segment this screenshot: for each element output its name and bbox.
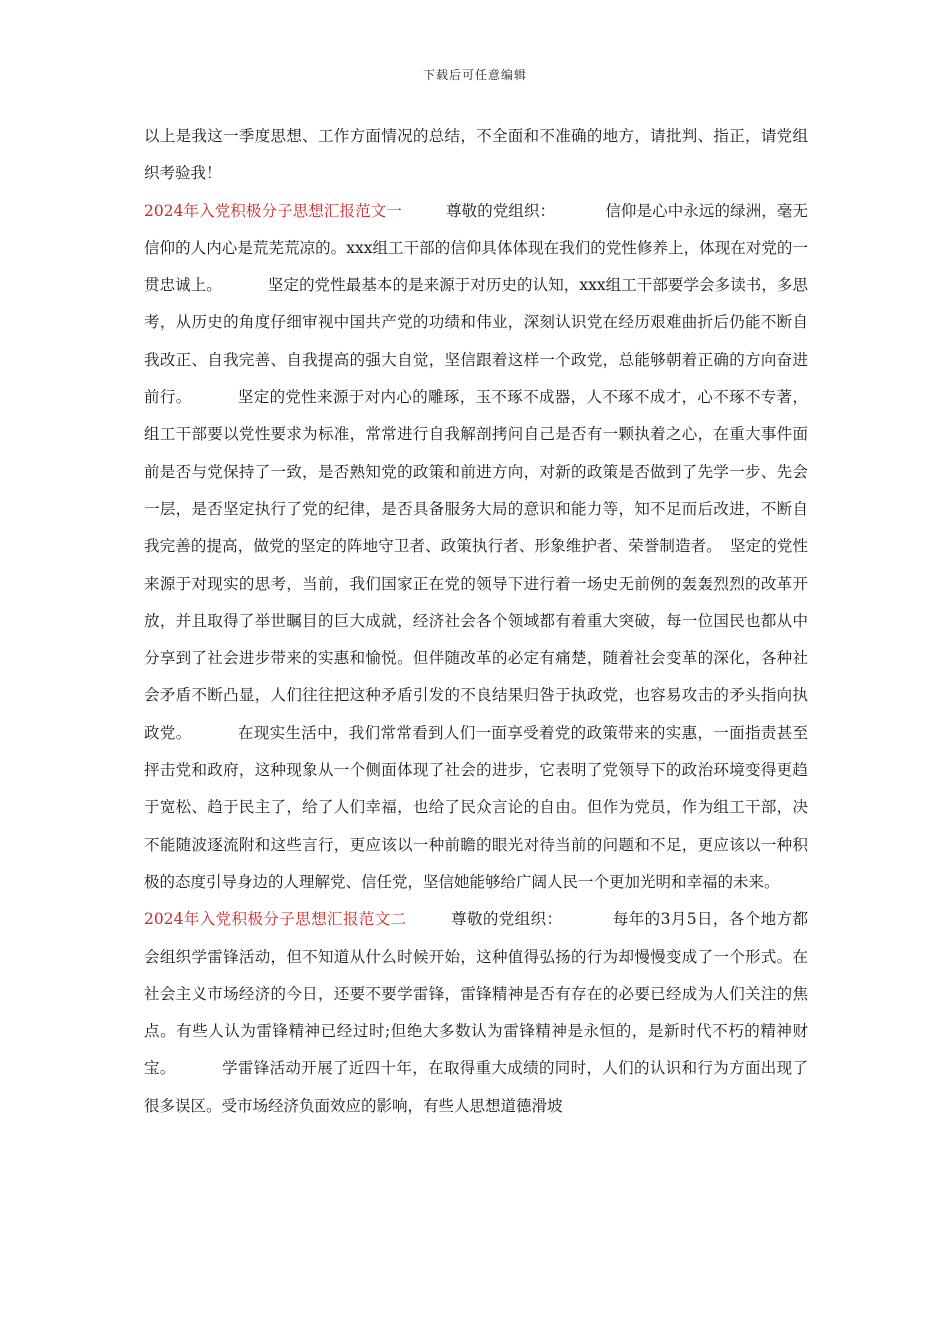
article2-text-1: 每年的3月5日，各个地方都会组织学雷锋活动，但不知道从什么时候开始，这种值得弘扬的行为却慢慢变成了一个形式。在社会主义市场经济的今日，还要不要学雷锋，雷锋精神是否有存在的必要已经成为人们关注的焦点。有些人认为雷锋精神已经过时;但绝大多数认为雷锋精神是永恒的，是新时代不朽的精神财宝。 <box>144 910 808 1078</box>
article2-salutation: 尊敬的党组织： <box>450 910 563 929</box>
article1-text-4: 坚定的党性来源于对现实的思考，当前，我们国家正在党的领导下进行着一场史无前例的轰轰烈烈的改革开放，并且取得了举世瞩目的巨大成就，经济社会各个领域都有着重大突破，每一位国民也都从中分享到了社会进步带来的实惠和愉悦。但伴随改革的必定有痛楚，随着社会变革的深化，各种社会矛盾不断凸显，人们往往把这种矛盾引发的不良结果归咎于执政党，也容易攻击的矛头指向执政党。 <box>144 537 808 742</box>
article1-title: 2024年入党积极分子思想汇报范文一 <box>144 201 402 220</box>
article1-text-1: 信仰是心中永远的绿洲，毫无信仰的人内心是荒芜荒凉的。xxx组工干部的信仰具体体现在我们的党性修养上，体现在对党的一贯忠诚上。 <box>144 201 808 295</box>
article1-salutation: 尊敬的党组织： <box>445 201 556 220</box>
article1-paragraph <box>144 193 808 902</box>
article1-text-3: 坚定的党性来源于对内心的雕琢，玉不琢不成器，人不琢不成才，心不琢不专著，组工干部要以党性要求为标准，常常进行自我解剖拷问自己是否有一颗执着之心，在重大事件面前是否与党保持了一致，是否熟知党的政策和前进方向，对新的政策是否做到了先学一步、先会一层，是否坚定执行了党的纪律，是否具备服务大局的意识和能力等，知不足而后改进，不断自我完善的提高，做党的坚定的阵地守卫者、政策执行者、形象维护者、荣誉制造者。 <box>144 388 808 556</box>
page-header-note: 下载后可任意编辑 <box>422 68 527 82</box>
article1-text-5: 在现实生活中，我们常常看到人们一面享受着党的政策带来的实惠，一面指责甚至抨击党和政府，这种现象从一个侧面体现了社会的进步，它表明了党领导下的政治环境变得更趋于宽松、趋于民主了，给了人们幸福，也给了民众言论的自由。但作为党员，作为组工干部，决不能随波逐流附和这些言行，更应该以一种前瞻的眼光对待当前的问题和不足，更应该以一种积极的态度引导身边的人理解党、信任党，坚信她能够给广阔人民一个更加光明和幸福的未来。 <box>144 723 808 891</box>
article2-text-2: 学雷锋活动开展了近四十年，在取得重大成绩的同时，人们的认识和行为方面出现了很多误区。受市场经济负面效应的影响，有些人思想道德滑坡 <box>144 1059 808 1115</box>
intro-paragraph: 以上是我这一季度思想、工作方面情况的总结，不全面和不准确的地方，请批判、指正，请党组织考验我！ <box>144 127 808 183</box>
document-body <box>144 118 808 1125</box>
article2-paragraph <box>144 901 808 1125</box>
article1-text-2: 坚定的党性最基本的是来源于对历史的认知，xxx组工干部要学会多读书，多思考，从历史的角度仔细审视中国共产党的功绩和伟业，深刻认识党在经历艰难曲折后仍能不断自我改正、自我完善、自我提高的强大自觉，坚信跟着这样一个政党，总能够朝着正确的方向奋进前行。 <box>144 276 808 407</box>
article2-title: 2024年入党积极分子思想汇报范文二 <box>144 910 407 929</box>
